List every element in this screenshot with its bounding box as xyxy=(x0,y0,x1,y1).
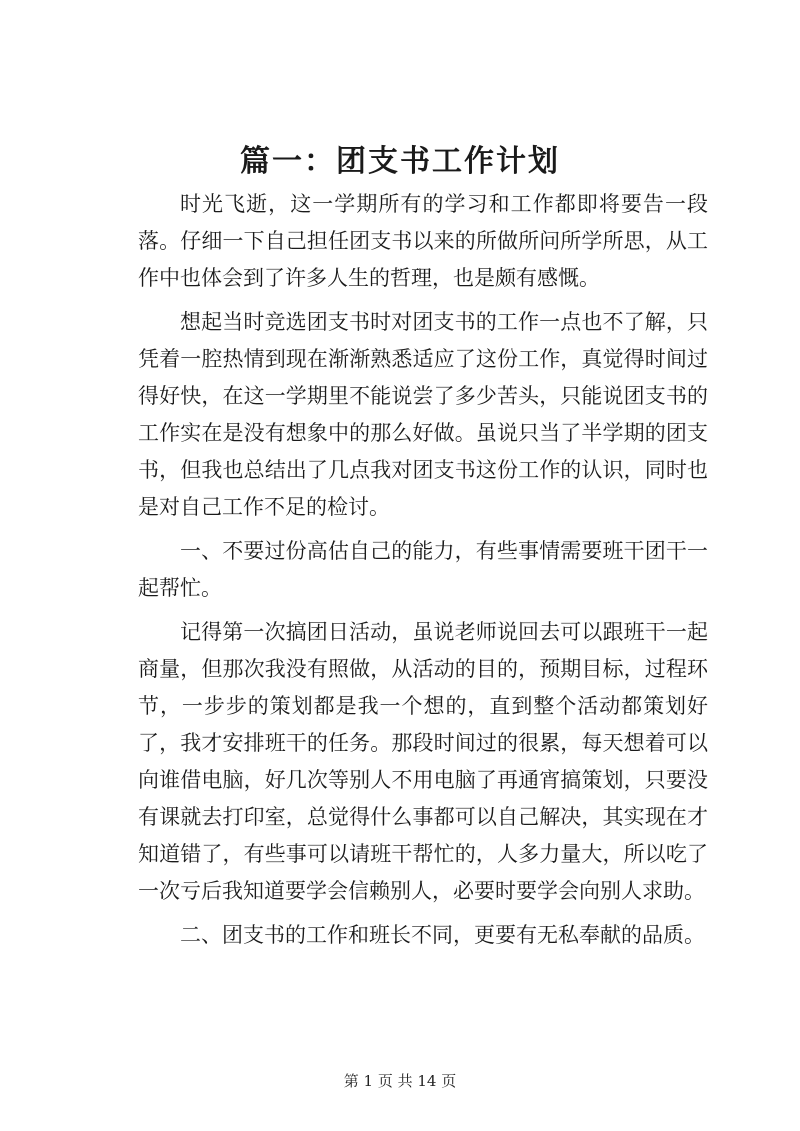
paragraph-first-activity: 记得第一次搞团日活动，虽说老师说回去可以跟班干一起商量，但那次我没有照做，从活动的目的，预期目标，过程环节，一步步的策划都是我一个想的，直到整个活动都策划好了，我才安排班干的任务。那段时间过的很累，每天想着可以向谁借电脑，好几次等别人不用电脑了再通宵搞策划，只要没有课就去打印室，总觉得什么事都可以自己解决，其实现在才知道错了，有些事可以请班干帮忙的，人多力量大，所以吃了一次亏后我知道要学会信赖别人，必要时要学会向别人求助。 xyxy=(138,620,708,903)
document-title: 篇一：团支书工作计划 xyxy=(240,144,560,179)
paragraph-reflection: 想起当时竞选团支书时对团支书的工作一点也不了解，只凭着一腔热情到现在渐渐熟悉适应了这份工作，真觉得时间过得好快，在这一学期里不能说尝了多少苦头，只能说团支书的工作实在是没有想象中的那么好做。虽说只当了半学期的团支书，但我也总结出了几点我对团支书这份工作的认识，同时也是对自己工作不足的检讨。 xyxy=(138,310,708,519)
paragraph-intro: 时光飞逝，这一学期所有的学习和工作都即将要告一段落。仔细一下自己担任团支书以来的所做所问所学所思，从工作中也体会到了许多人生的哲理，也是颇有感慨。 xyxy=(138,192,708,290)
paragraph-point-two: 二、团支书的工作和班长不同，更要有无私奉献的品质。 xyxy=(180,923,705,947)
page-footer: 第 1 页 共 14 页 xyxy=(343,1072,457,1090)
paragraph-point-one: 一、不要过份高估自己的能力，有些事情需要班干团干一起帮忙。 xyxy=(138,539,708,600)
document-body xyxy=(138,186,708,961)
